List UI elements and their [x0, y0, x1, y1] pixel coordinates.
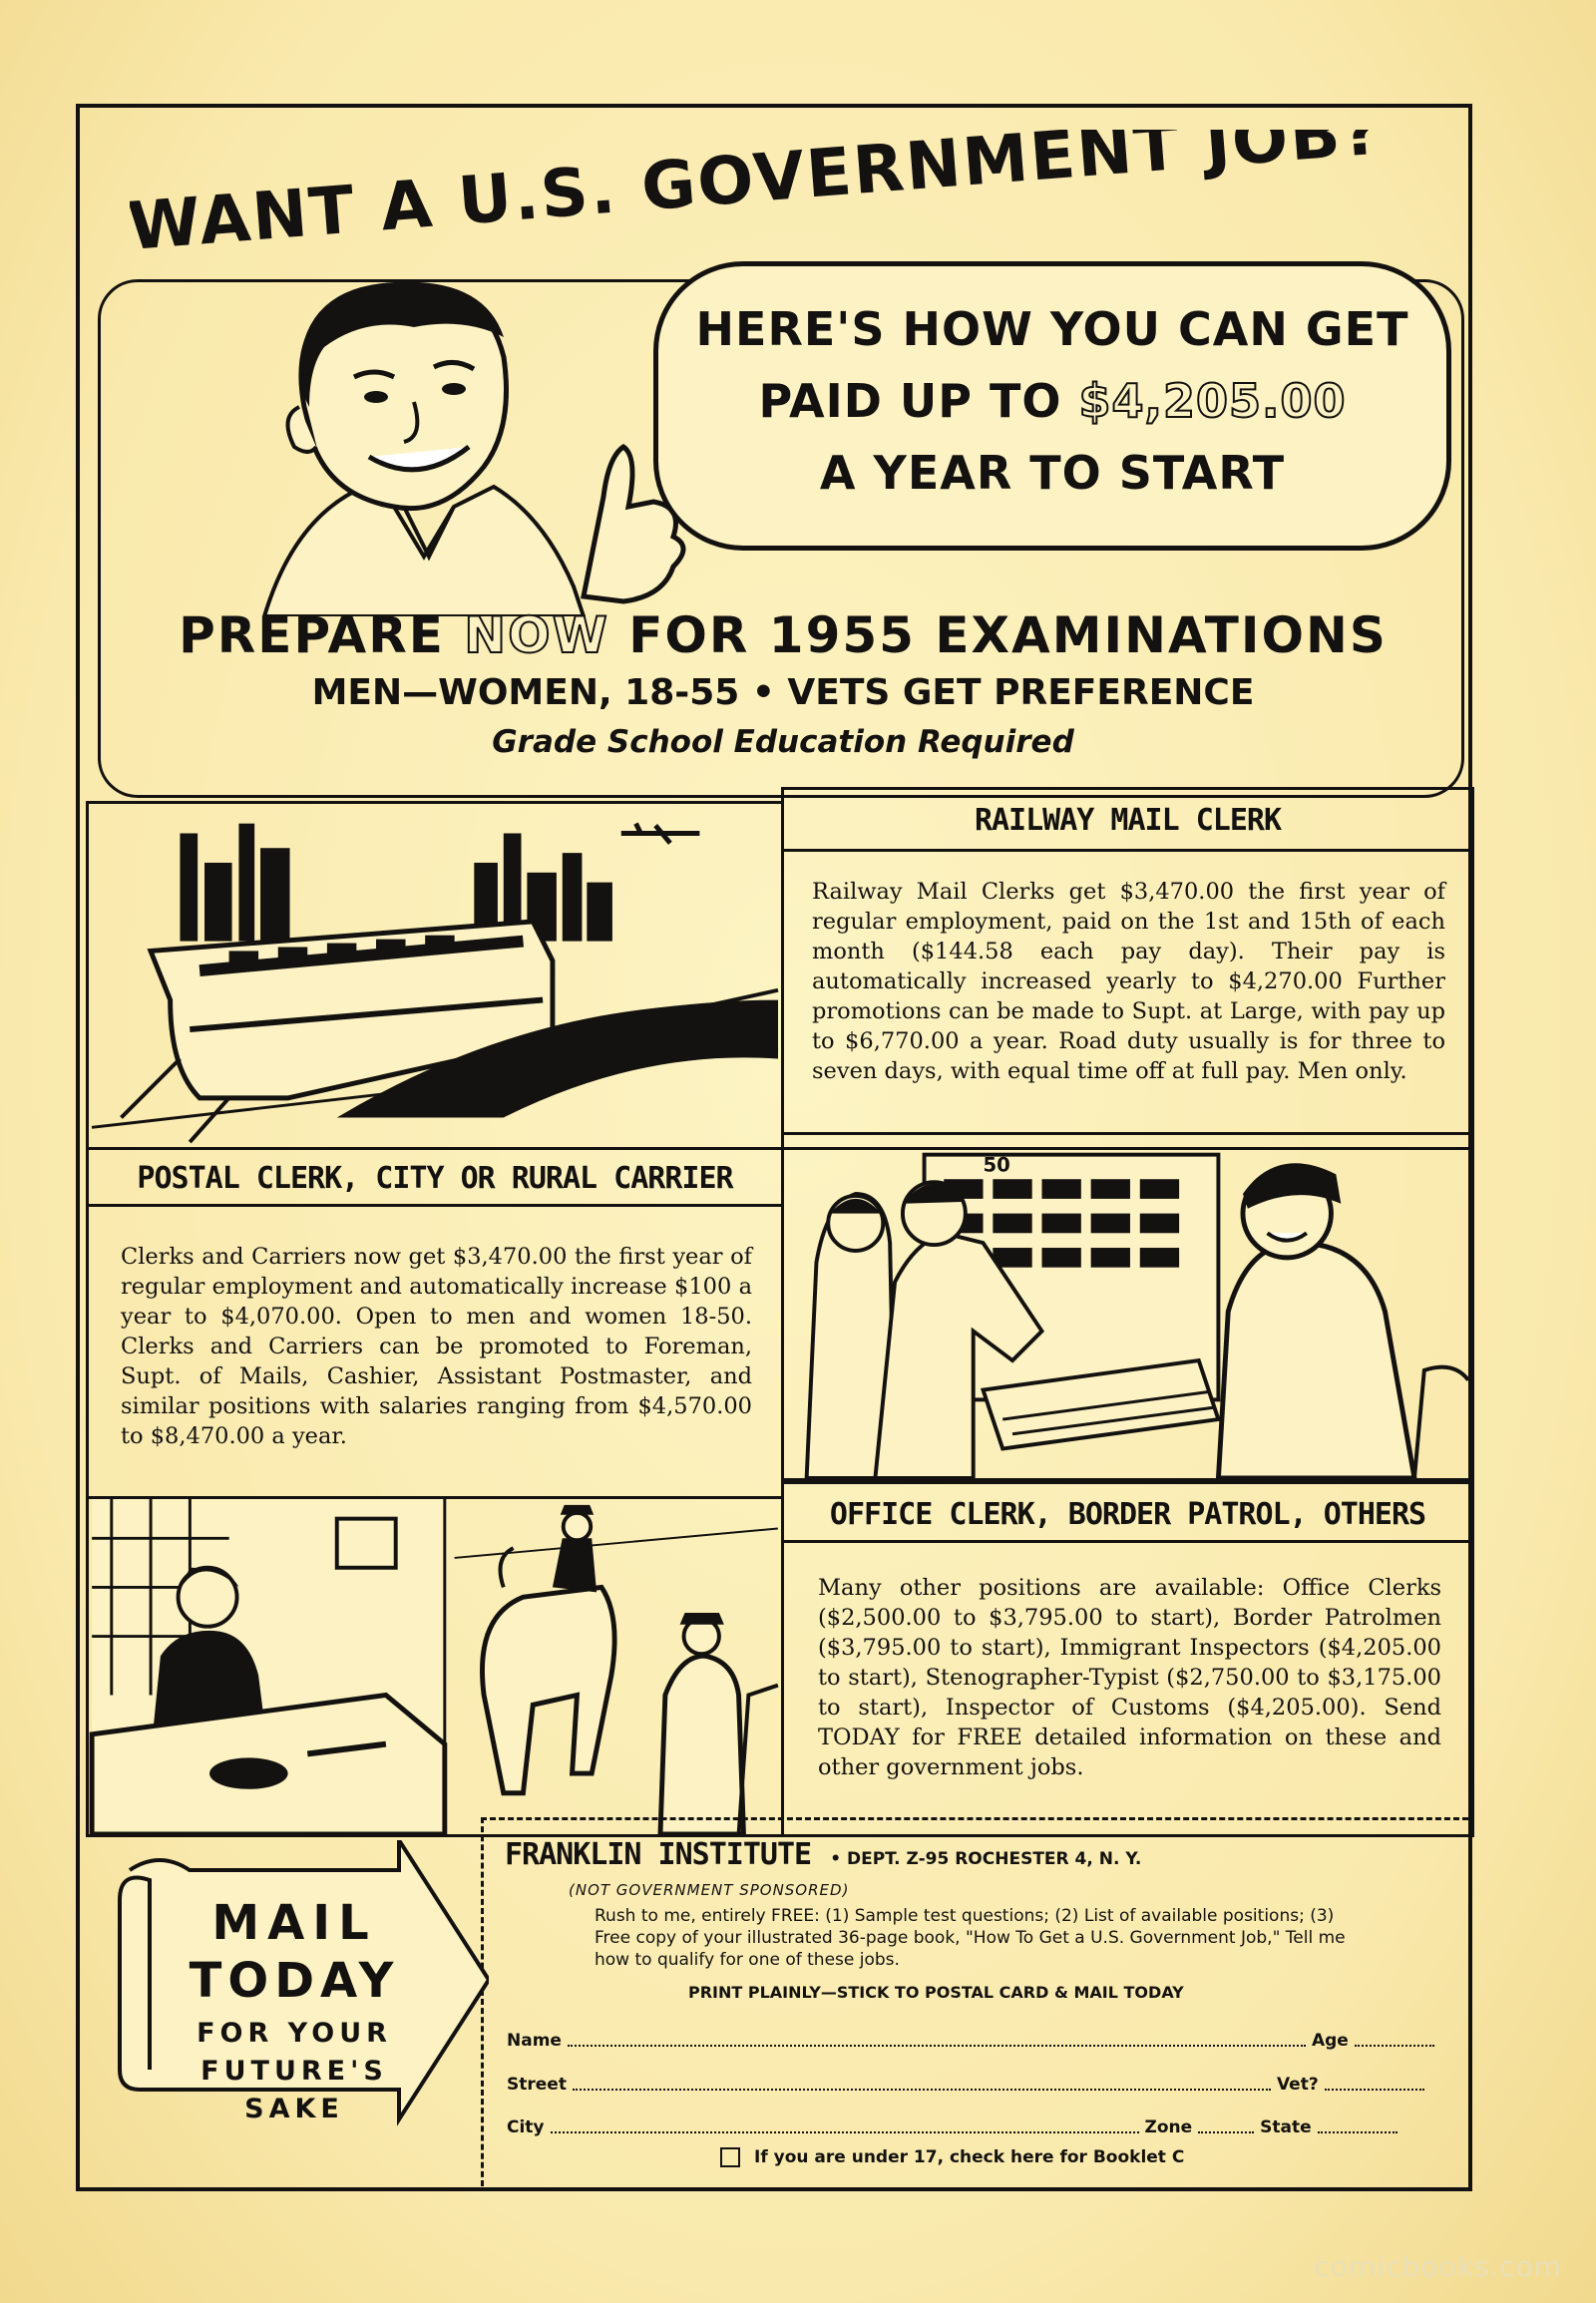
post-office-illustration: [781, 1132, 1474, 1481]
postal-text-box: [86, 1204, 784, 1499]
postal-title: POSTAL CLERK, CITY OR RURAL CARRIER: [137, 1161, 733, 1196]
prepare-before: PREPARE: [179, 606, 445, 664]
institute-name: FRANKLIN INSTITUTE: [505, 1837, 812, 1872]
state-field[interactable]: [1318, 2131, 1397, 2133]
prepare-after: FOR 1955 EXAMINATIONS: [628, 606, 1388, 664]
office-title: OFFICE CLERK, BORDER PATROL, OTHERS: [829, 1497, 1426, 1532]
eligibility-line: MEN—WOMEN, 18-55 • VETS GET PREFERENCE: [311, 672, 1255, 713]
railway-text: Railway Mail Clerks get $3,470.00 the first year of regular employment, paid on the 1st and 15th of each month ($144.58 each pay day). Their pay is automatically increased yearly to $4,270.00 Further promotions can be made to Supt. at Large, with pay up to $6,770.00 a year. Road duty usually is for three to seven days, with equal time off at full pay. Men only.: [812, 879, 1445, 1084]
print-plainly-note: PRINT PLAINLY—STICK TO POSTAL CARD & MAIL TODAY: [688, 1983, 1184, 2002]
booklet-row: [720, 2147, 1184, 2167]
smiling-man-illustration: [254, 257, 703, 616]
svg-text:WANT A U.S. GOVERNMENT JOB?: [130, 130, 1385, 265]
booklet-label: If you are under 17, check here for Booklet C: [754, 2147, 1185, 2167]
headline-text: WANT A U.S. GOVERNMENT JOB?: [130, 130, 1386, 265]
bubble-line-3: A YEAR TO START: [819, 446, 1286, 500]
bubble-line-2-prefix: PAID UP TO: [758, 374, 1062, 428]
railway-text-box: [781, 849, 1474, 1150]
vet-field[interactable]: [1325, 2089, 1424, 2091]
coupon-dashed-top: [481, 1817, 1468, 1820]
street-field[interactable]: [573, 2089, 1271, 2091]
railway-title: RAILWAY MAIL CLERK: [974, 803, 1282, 838]
postal-title-box: [86, 1147, 784, 1207]
city-field[interactable]: [551, 2131, 1139, 2133]
bubble-line-1: HERE'S HOW YOU CAN GET: [695, 302, 1409, 356]
mail-word: MAIL: [211, 1895, 377, 1951]
street-label: Street: [507, 2075, 567, 2095]
vet-label: Vet?: [1276, 2075, 1319, 2095]
age-field[interactable]: [1355, 2045, 1434, 2047]
headline: [130, 130, 1426, 269]
office-text-box: [781, 1540, 1474, 1837]
city-label: City: [507, 2117, 545, 2137]
not-sponsored-note: (NOT GOVERNMENT SPONSORED): [569, 1881, 850, 1899]
watermark: comicbooks.com: [1314, 2250, 1562, 2283]
office-border-patrol-illustration: [86, 1496, 784, 1837]
futures-text: FUTURE'S: [200, 2056, 388, 2087]
age-label: Age: [1311, 2031, 1349, 2051]
sake-text: SAKE: [244, 2094, 344, 2124]
zone-label: Zone: [1144, 2117, 1193, 2137]
name-field[interactable]: [568, 2045, 1306, 2047]
city-zone-state-row: [507, 2117, 1452, 2137]
salary-amount: $4,205.00: [1078, 374, 1347, 428]
name-label: Name: [507, 2031, 562, 2051]
institute-address: • DEPT. Z-95 ROCHESTER 4, N. Y.: [830, 1849, 1142, 1869]
name-age-row: [507, 2031, 1452, 2051]
state-label: State: [1260, 2117, 1312, 2137]
prepare-headline: [100, 606, 1466, 664]
train-illustration: [86, 801, 784, 1150]
prepare-now: NOW: [464, 606, 609, 664]
coupon-header: [505, 1837, 1462, 1872]
coupon-request-text: Rush to me, entirely FREE: (1) Sample test questions; (2) List of available positions; (3) Free copy of your illustrated 36-page book, "How To Get a U.S. Government Job," Tell me how to qualify for one of these jobs.: [595, 1906, 1346, 1970]
booklet-checkbox[interactable]: [720, 2147, 740, 2167]
slot-number-label: 50: [983, 1153, 1010, 1177]
today-word: TODAY: [189, 1953, 400, 2009]
bubble-line-2: [658, 374, 1446, 428]
street-vet-row: [507, 2075, 1452, 2095]
speech-bubble: [653, 261, 1451, 551]
zone-field[interactable]: [1198, 2131, 1254, 2133]
railway-title-box: [781, 787, 1474, 852]
for-your-text: FOR YOUR: [197, 2018, 392, 2049]
office-text: Many other positions are available: Office Clerks ($2,500.00 to $3,795.00 to start), Border Patrolmen ($3,795.00 to start), Immigrant Inspectors ($4,205.00 to start), Stenographer-Typist ($2,750.00 to $3,175.00 to start), Inspector of Customs ($4,205.00). Send TODAY for FREE detailed information on these and other government jobs.: [818, 1575, 1441, 1780]
education-line: Grade School Education Required: [492, 724, 1074, 760]
postal-text: Clerks and Carriers now get $3,470.00 the first year of regular employment and automatically increase $100 a year to $4,070.00. Open to men and women 18-50. Clerks and Carriers can be promoted to Foreman, Supt. of Mails, Cashier, Assistant Postmaster, and similar positions with salaries ranging from $4,570.00 to $8,470.00 a year.: [121, 1244, 752, 1449]
office-title-box: [781, 1481, 1474, 1543]
